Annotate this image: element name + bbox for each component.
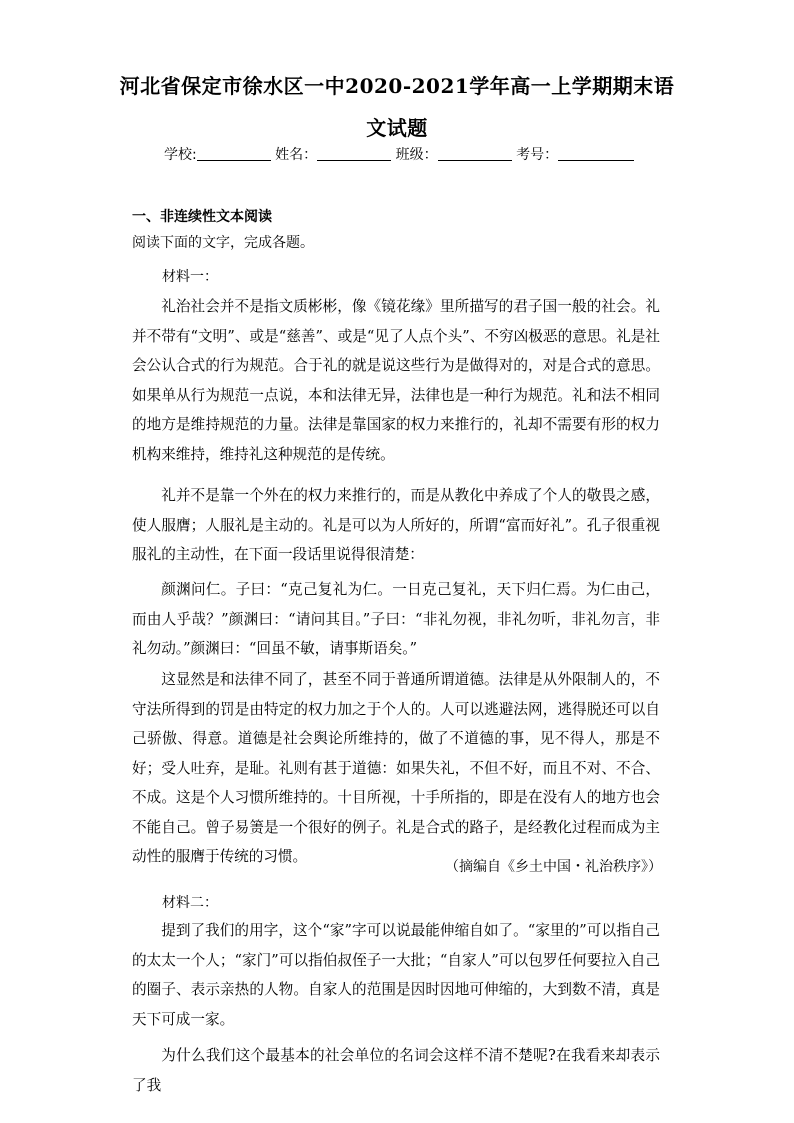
material1-label: 材料一：: [162, 269, 218, 285]
material1-paragraph: 这显然是和法律不同了，甚至不同于普通所谓道德。法律是从外限制人的，不守法所得到的罚是由特定的权力加之于个人的。人可以逃避法网，逃得脱还可以自己骄傲、得意。道德是社会舆论所维持的，做了不道德的事，见不得人，那是不好；受人吐弃，是耻。礼则有甚于道德：如果失礼，不但不好，而且不对、不合、不成。这是个人习惯所维持的。十目所视，十手所指的，即是在没有人的地方也会不能自己。曾子易箦是一个很好的例子。礼是合式的路子，是经教化过程而成为主动性的服膺于传统的习惯。: [132, 671, 660, 865]
exam-no-blank[interactable]: [558, 146, 634, 161]
material2-paragraph: 为什么我们这个最基本的社会单位的名词会这样不清不楚呢?在我看来却表示了我: [132, 1047, 660, 1094]
material2-paragraph: 提到了我们的用字，这个“家”字可以说最能伸缩自如了。“家里的”可以指自己的太太一个人；“家门”可以指伯叔侄子一大批；“自家人”可以包罗任何要拉入自己的圈子、表示亲热的人物。自家人的范围是因时因地可伸缩的，大到数不清，真是天下可成一家。: [132, 922, 660, 1028]
section-heading: 一、非连续性文本阅读: [132, 209, 272, 225]
exam-no-label: 考号：: [516, 147, 559, 163]
exam-title-line2: 文试题: [366, 116, 428, 140]
school-blank[interactable]: [197, 146, 271, 161]
exam-title-line1: 河北省保定市徐水区一中2020-2021学年高一上学期期末语: [119, 74, 675, 98]
section-instruction: 阅读下面的文字，完成各题。: [132, 235, 314, 251]
student-info-fields: [164, 144, 634, 164]
material2-label: 材料二：: [162, 895, 218, 911]
class-label: 班级：: [395, 147, 438, 163]
material1-source: （摘编自《乡土中国・礼治秩序》）: [445, 859, 662, 875]
name-blank[interactable]: [317, 146, 391, 161]
class-blank[interactable]: [438, 146, 512, 161]
name-label: 姓名：: [275, 147, 318, 163]
material1-paragraph: 礼并不是靠一个外在的权力来推行的，而是从教化中养成了个人的敬畏之感，使人服膺；人服礼是主动的。礼是可以为人所好的，所谓“富而好礼”。孔子很重视服礼的主动性，在下面一段话里说得很清楚：: [132, 487, 660, 563]
school-label: 学校:: [164, 147, 197, 163]
material1-paragraph: 礼治社会并不是指文质彬彬，像《镜花缘》里所描写的君子国一般的社会。礼并不带有“文明”、或是“慈善”、或是“见了人点个头”、不穷凶极恶的意思。礼是社会公认合式的行为规范。合于礼的就是说这些行为是做得对的，对是合式的意思。如果单从行为规范一点说，本和法律无异，法律也是一种行为规范。礼和法不相同的地方是维持规范的力量。法律是靠国家的权力来推行的，礼却不需要有形的权力机构来维持，维持礼这种规范的是传统。: [132, 298, 660, 463]
material1-paragraph: 颜渊问仁。子曰：“克己复礼为仁。一日克己复礼，天下归仁焉。为仁由己，而由人乎哉？”颜渊曰：“请问其目。”子曰：“非礼勿视，非礼勿听，非礼勿言，非礼勿动。”颜渊曰：“回虽不敏，请事斯语矣。”: [132, 581, 660, 657]
